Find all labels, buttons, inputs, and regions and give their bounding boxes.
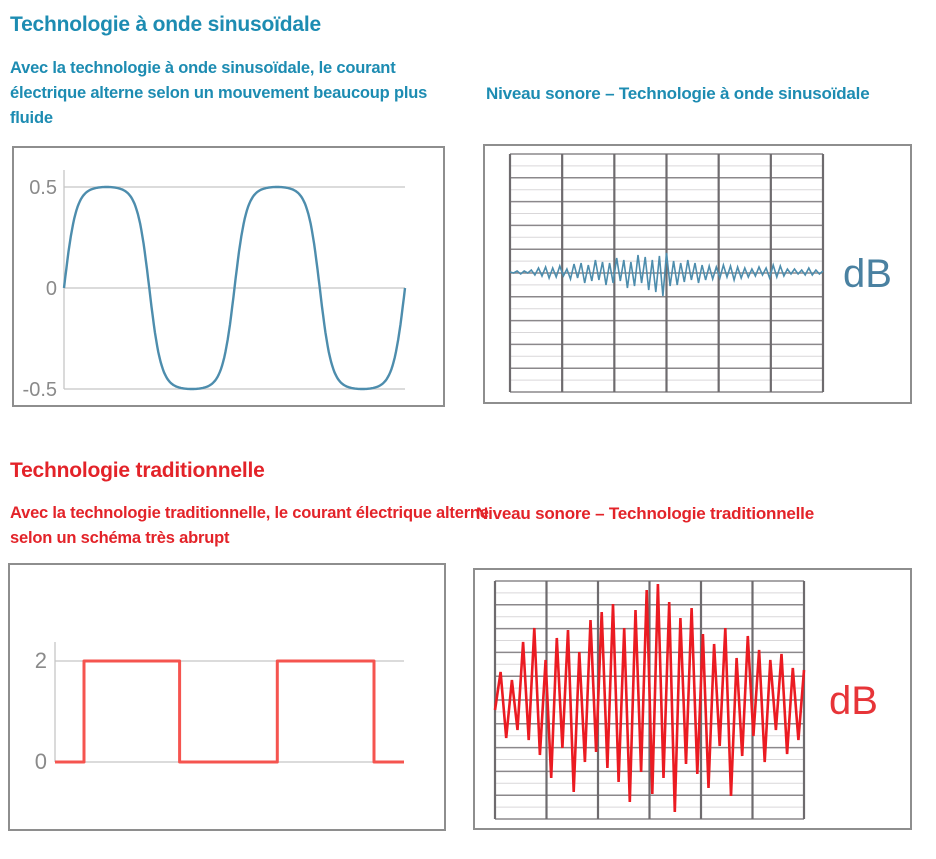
sine-noise-chart: [485, 146, 910, 402]
traditional-noise-chart: [475, 570, 910, 828]
sine-section-description: Avec la technologie à onde sinusoïdale, le courant électrique alterne selon un mouvement beaucoup plus fluide: [10, 59, 428, 127]
square-wave-waveform: [55, 661, 404, 762]
sine-noise-chart-title: Niveau sonore – Technologie à onde sinusoïdale: [486, 84, 870, 103]
traditional-section-title: Technologie traditionnelle: [10, 459, 265, 482]
sine-noise-chart-box: [483, 144, 912, 404]
square-wave-chart: [10, 565, 444, 829]
square-wave-chart-box: [8, 563, 446, 831]
y-tick-label: 0.5: [29, 177, 57, 199]
sine-section-title: Technologie à onde sinusoïdale: [10, 13, 321, 36]
y-tick-label: 0: [45, 278, 57, 300]
traditional-section-description: Avec la technologie traditionnelle, le courant électrique alterne selon un schéma très abrupt: [10, 504, 489, 547]
trad-noise-db-label: dB: [829, 679, 878, 723]
sine-wave-chart-box: [12, 146, 445, 407]
traditional-noise-chart-title: Niveau sonore – Technologie traditionnelle: [476, 504, 814, 523]
sine-wave-chart: [14, 148, 443, 405]
traditional-noise-chart-box: [473, 568, 912, 830]
sine-noise-db-label: dB: [843, 252, 892, 296]
y-tick-label: -0.5: [22, 379, 57, 401]
y-tick-label: 2: [34, 648, 47, 673]
y-tick-label: 0: [34, 749, 47, 774]
